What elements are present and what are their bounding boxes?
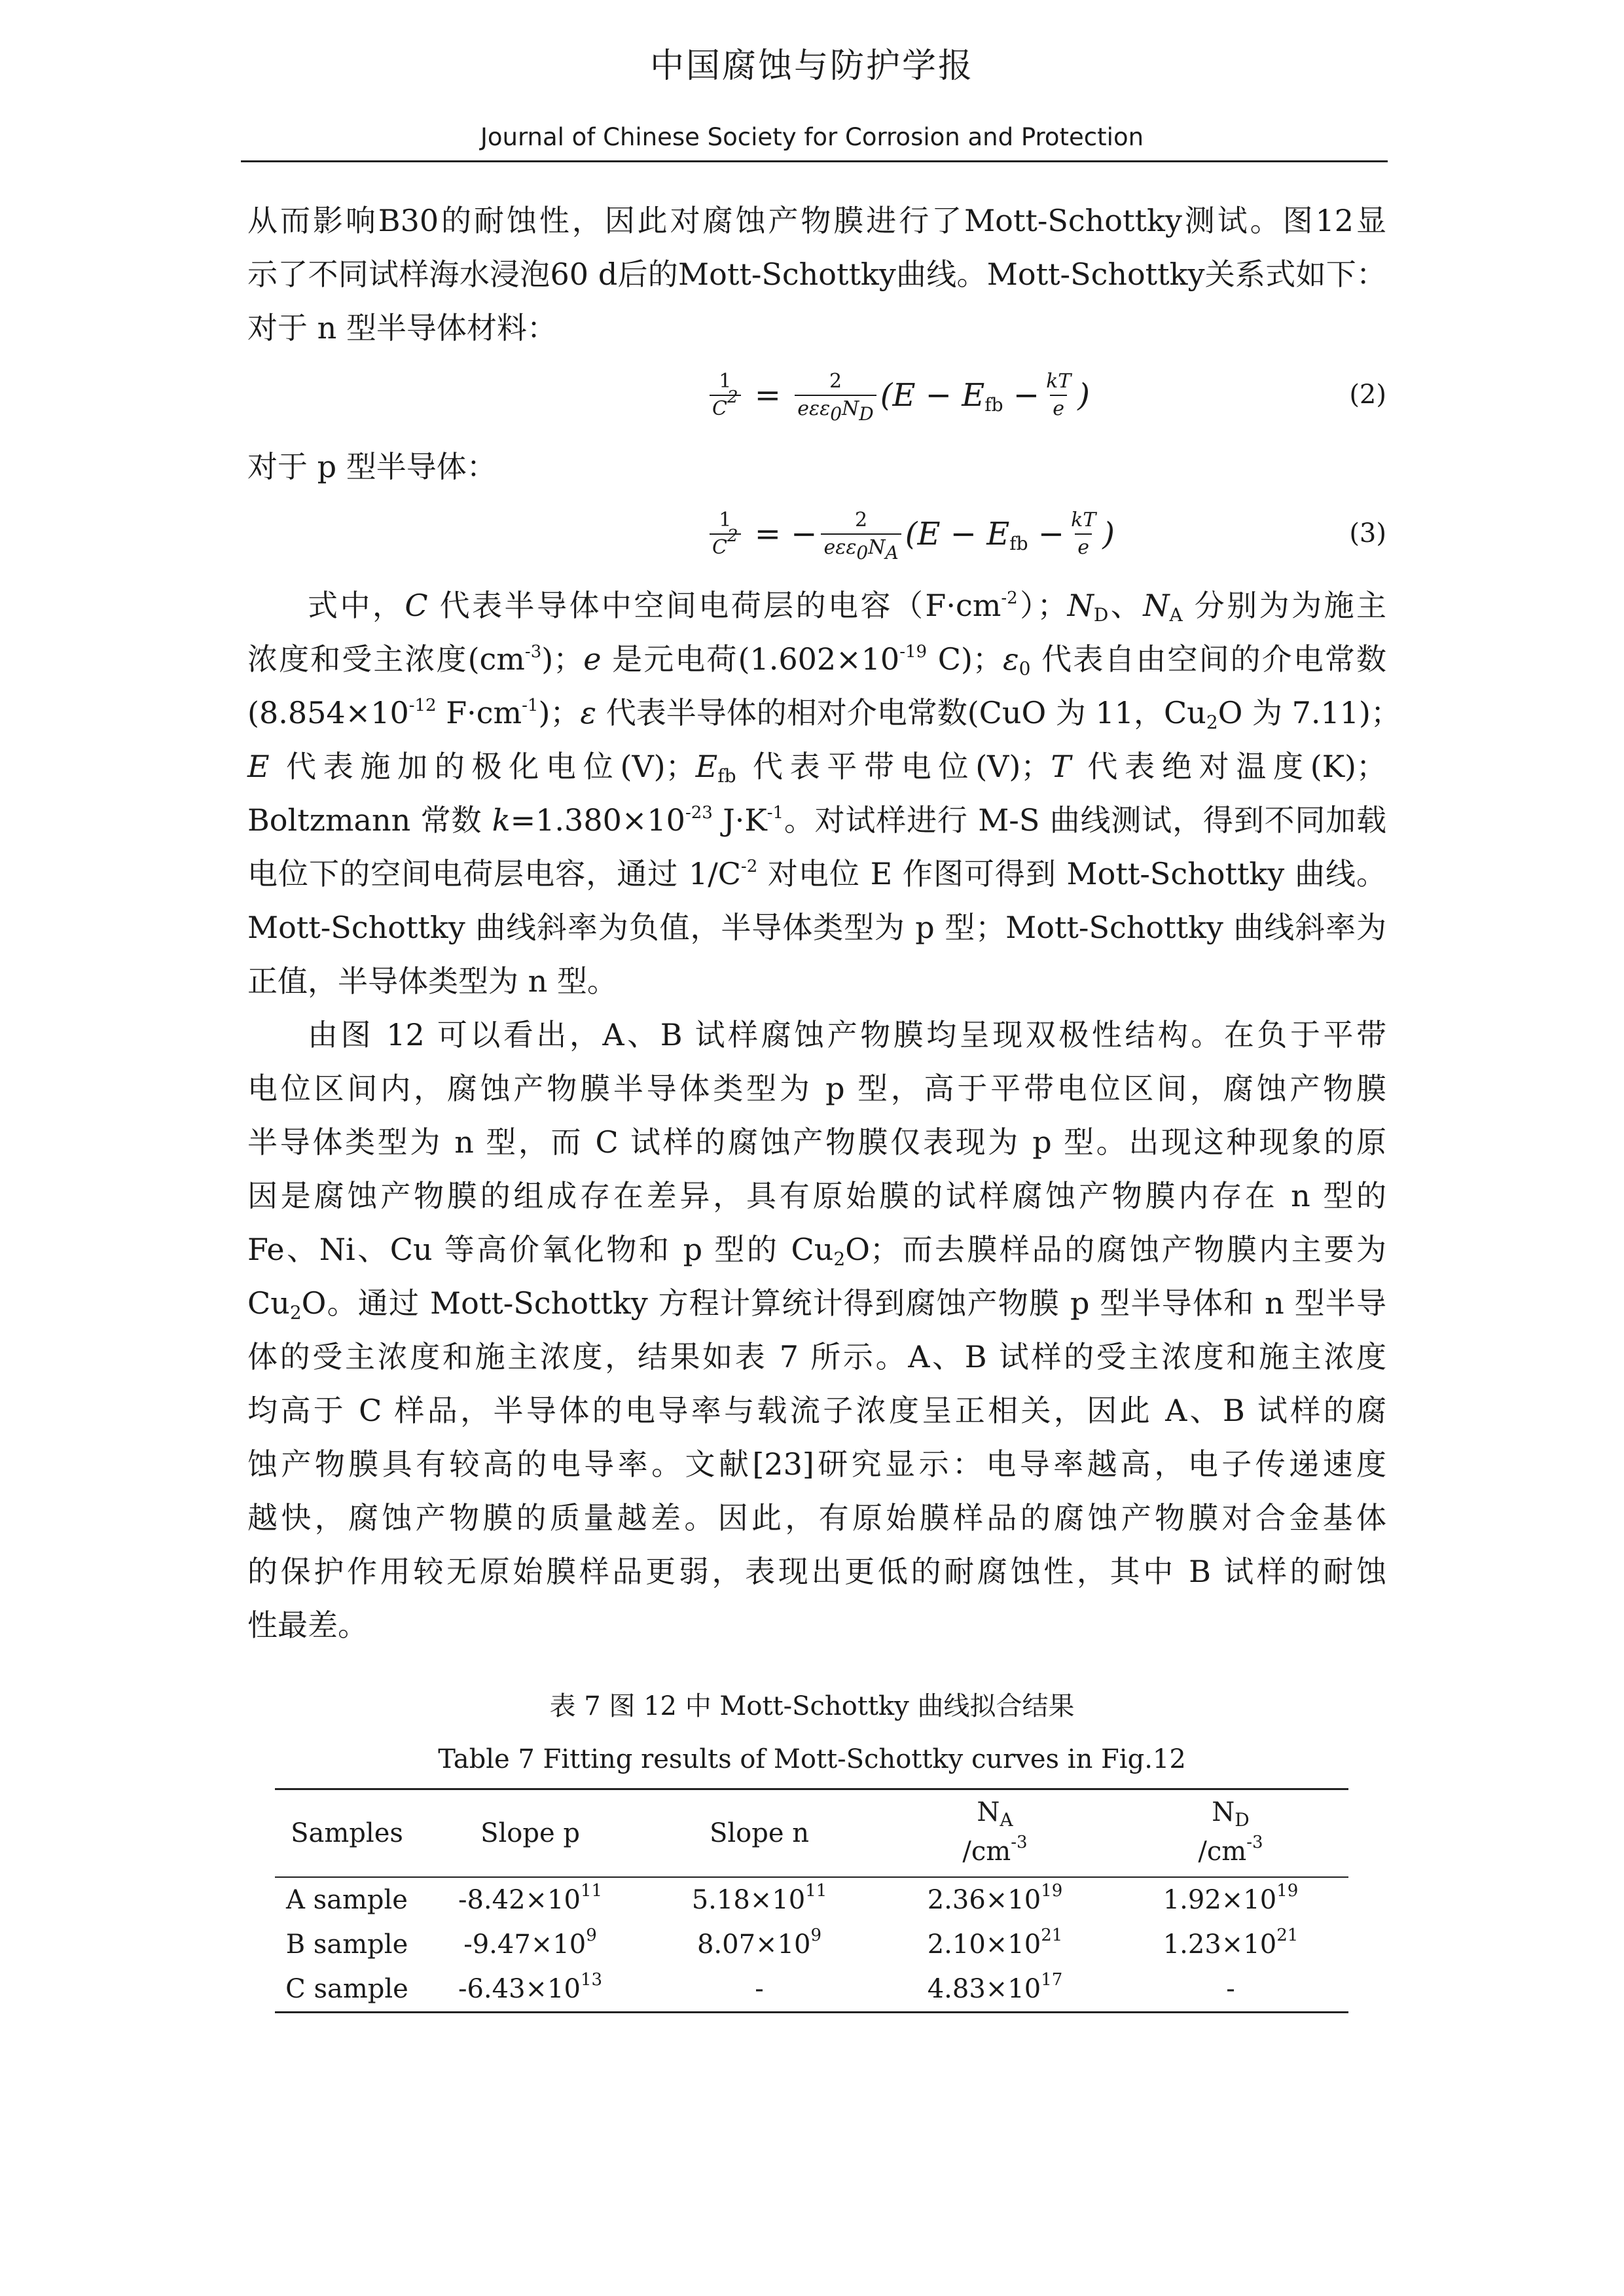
table-cell: $2.36\times 10^{19}$	[927, 1881, 1063, 1915]
header-rule	[241, 160, 1388, 162]
header-cell: Samples	[291, 1818, 403, 1848]
paragraph-line: 由图 12 可以看出，A、B 试样腐蚀产物膜均呈现双极性结构。在负于平带	[308, 1017, 1386, 1052]
paragraph-line: Mott-Schottky 曲线斜率为负值，半导体类型为 p 型；Mott-Schottky 曲线斜率为	[247, 910, 1386, 945]
equation-formula: $\frac{1}{C^2}$ = − $\frac{2}{e\varepsilon\varepsilon_0N_A}$ ($E - E_{fb}$ − $\frac{kT}{e}$ )	[706, 495, 1115, 573]
header-cell: $N_D$ $/cm^{-3}$	[1198, 1797, 1263, 1867]
paragraph-line: 越快，腐蚀产物膜的质量越差。因此，有原始膜样品的腐蚀产物膜对合金基体	[247, 1500, 1386, 1535]
paragraph-line: 体的受主浓度和施主浓度，结果如表 7 所示。A、B 试样的受主浓度和施主浓度	[247, 1339, 1386, 1374]
table-cell: -	[1226, 1974, 1235, 2004]
table-cell: $-9.47\times 10^9$	[463, 1926, 597, 1960]
table-header-row	[275, 1789, 1348, 1878]
paragraph-line: 蚀产物膜具有较高的电导率。文献[23]研究显示：电导率越高，电子传递速度	[247, 1446, 1386, 1482]
equation-number: (3)	[1349, 518, 1386, 548]
table-cell: C sample	[285, 1974, 408, 2004]
paragraph-line: 性最差。	[247, 1607, 368, 1643]
equation-3	[247, 493, 1386, 579]
paragraph-line: 对于 p 型半导体：	[247, 449, 497, 484]
table-caption-en: Table 7 Fitting results of Mott-Schottky curves in Fig.12	[438, 1744, 1186, 1774]
paragraph-line: $Cu_2O$。通过 Mott-Schottky 方程计算统计得到腐蚀产物膜 p 型半导体和 n 型半导	[247, 1285, 1386, 1323]
body-text	[247, 194, 1401, 1652]
table-cell: $2.10\times 10^{21}$	[927, 1926, 1063, 1960]
paragraph-line: 电位区间内，腐蚀产物膜半导体类型为 p 型，高于平带电位区间，腐蚀产物膜	[247, 1071, 1386, 1106]
paragraph-line: 浓度和受主浓度$(cm^{-3})$；e 是元电荷($1.602\times 10^{-19}$ C)；$\varepsilon_0$ 代表自由空间的介电常数	[247, 641, 1387, 679]
header-cell: $N_A$ $/cm^{-3}$	[962, 1797, 1028, 1867]
paragraph-line: ($8.854\times 10^{-12}$ $F\cdot cm^{-1}$)；ε 代表半导体的相对介电常数(CuO 为 11，$Cu_2O$ 为 7.11)；	[247, 695, 1401, 733]
journal-title-en: Journal of Chinese Society for Corrosion and Protection	[480, 123, 1144, 151]
paragraph-line: 均高于 C 样品，半导体的电导率与载流子浓度呈正相关，因此 A、B 试样的腐	[247, 1393, 1386, 1428]
table-cell: $8.07\times 10^9$	[696, 1926, 822, 1960]
equation-formula: $\frac{1}{C^2}$ = $\frac{2}{e\varepsilon\varepsilon_0N_D}$ ($E - E_{fb}$ − $\frac{kT}{e}$ )	[706, 356, 1090, 435]
table-cell: $-6.43\times 10^{13}$	[458, 1970, 603, 2004]
header-cell: Slope p	[480, 1818, 580, 1848]
paragraph-line: 的保护作用较无原始膜样品更弱，表现出更低的耐腐蚀性，其中 B 试样的耐蚀	[247, 1554, 1386, 1589]
paragraph-line: Fe、Ni、Cu 等高价氧化物和 p 型的 $Cu_2O$；而去膜样品的腐蚀产物膜内主要为	[247, 1232, 1386, 1270]
table-cell: A sample	[286, 1885, 408, 1915]
table-caption-cn: 表 7 图 12 中 Mott-Schottky 曲线拟合结果	[549, 1691, 1075, 1721]
journal-title-cn: 中国腐蚀与防护学报	[649, 46, 974, 86]
paragraph-line: 正值，半导体类型为 n 型。	[247, 963, 617, 999]
paragraph-line: 电位下的空间电荷层电容，通过 $1/C^{-2}$ 对电位 E 作图可得到 Mott-Schottky 曲线。	[247, 856, 1386, 891]
table-row	[275, 1877, 1348, 1922]
table-cell: B sample	[285, 1929, 408, 1960]
table-cell: $1.23\times 10^{21}$	[1163, 1926, 1299, 1960]
paragraph-line: 因是腐蚀产物膜的组成存在差异，具有原始膜的试样腐蚀产物膜内存在 n 型的	[247, 1178, 1386, 1213]
table-cell: $4.83\times 10^{17}$	[927, 1970, 1063, 2004]
paragraph-line: E 代表施加的极化电位(V)；$E_{fb}$ 代表平带电位(V)；T 代表绝对温度(K)；	[247, 749, 1387, 787]
table-row	[275, 1922, 1348, 1967]
table-cell: $-8.42\times 10^{11}$	[458, 1881, 603, 1915]
equation-number: (2)	[1349, 380, 1386, 410]
paragraph-line: Boltzmann 常数 $k=1.380\times 10^{-23}$ $J\cdot K^{-1}$。对试样进行 M-S 曲线测试，得到不同加载	[247, 802, 1386, 838]
table-row	[275, 1967, 1348, 2013]
table-cell: $1.92\times 10^{19}$	[1163, 1881, 1299, 1915]
paragraph-line: 对于 n 型半导体材料：	[247, 310, 557, 346]
paragraph-line: 式中，C 代表半导体中空间电荷层的电容$(F\cdot cm^{-2})$；$N_D$、$N_A$ 分别为为施主	[308, 588, 1387, 626]
header-cell: Slope n	[709, 1818, 810, 1848]
paragraph-line: 示了不同试样海水浸泡60 d后的Mott-Schottky曲线。Mott-Schottky关系式如下：	[247, 257, 1386, 292]
paragraph-line: 从而影响B30的耐蚀性，因此对腐蚀产物膜进行了Mott-Schottky测试。图12显	[247, 203, 1386, 238]
table-cell: $5.18\times 10^{11}$	[691, 1881, 827, 1915]
results-table	[275, 1788, 1348, 2013]
table-cell: -	[755, 1974, 764, 2004]
equation-2	[247, 355, 1386, 440]
paragraph-line: 半导体类型为 n 型，而 C 试样的腐蚀产物膜仅表现为 p 型。出现这种现象的原	[247, 1124, 1386, 1160]
